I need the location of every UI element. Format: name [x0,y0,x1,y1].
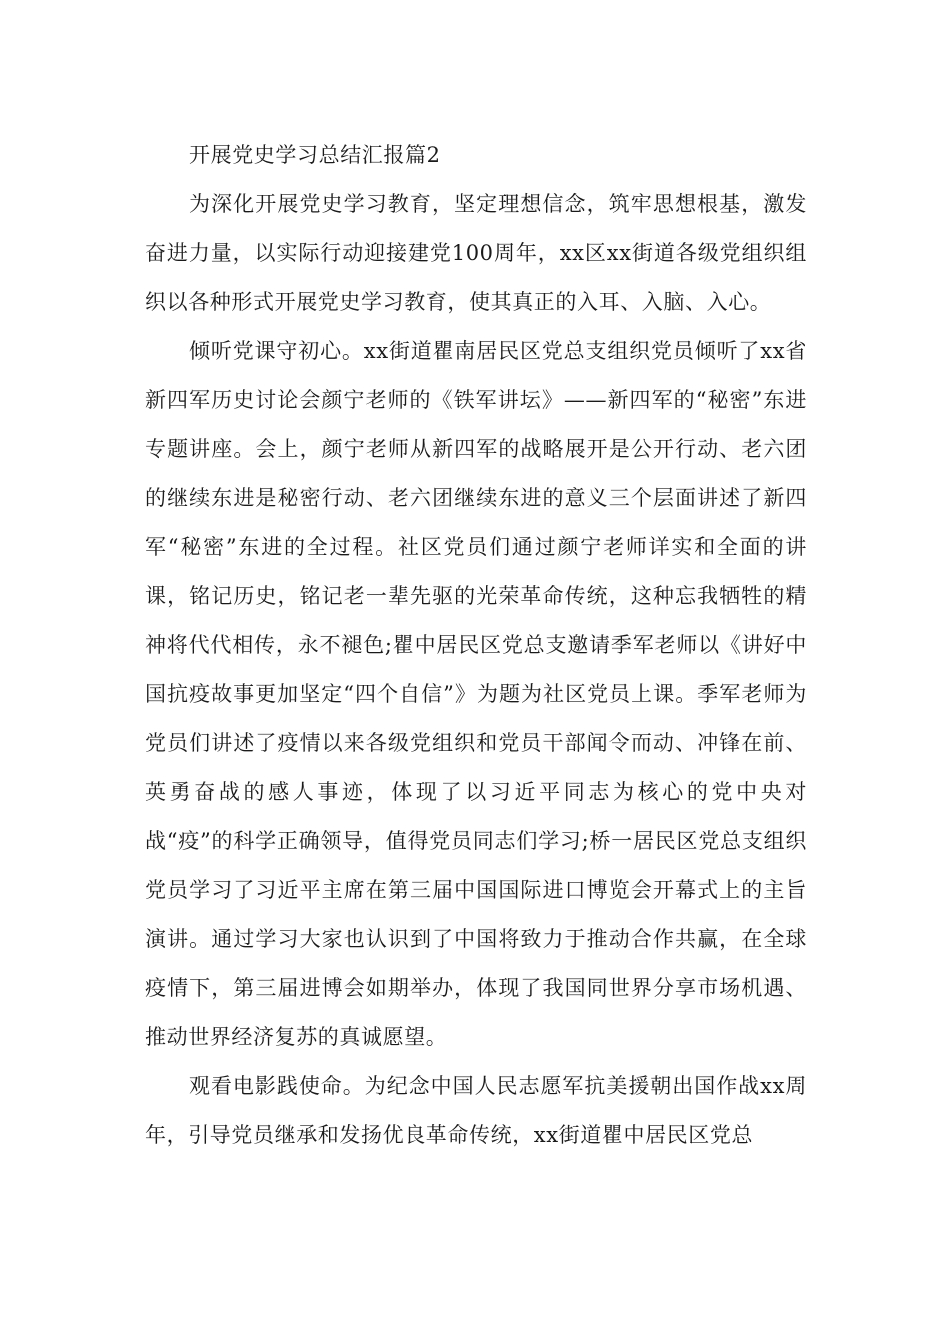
paragraph-intro: 为深化开展党史学习教育，坚定理想信念，筑牢思想根基，激发奋进力量，以实际行动迎接建党100周年，xx区xx街道各级党组织组织以各种形式开展党史学习教育，使其真正的入耳、入脑、入心。 [145,192,807,314]
document-title: 开展党史学习总结汇报篇2 [189,143,441,167]
document-body [145,131,807,1160]
paragraph-movie: 观看电影践使命。为纪念中国人民志愿军抗美援朝出国作战xx周年，引导党员继承和发扬优良革命传统，xx街道瞿中居民区党总 [145,1074,807,1147]
paragraph-party-lecture: 倾听党课守初心。xx街道瞿南居民区党总支组织党员倾听了xx省新四军历史讨论会颜宁老师的《铁军讲坛》——新四军的“秘密”东进专题讲座。会上，颜宁老师从新四军的战略展开是公开行动、老六团的继续东进是秘密行动、老六团继续东进的意义三个层面讲述了新四军“秘密”东进的全过程。社区党员们通过颜宁老师详实和全面的讲课，铭记历史，铭记老一辈先驱的光荣革命传统，这种忘我牺牲的精神将代代相传，永不褪色;瞿中居民区党总支邀请季军老师以《讲好中国抗疫故事更加坚定“四个自信”》为题为社区党员上课。季军老师为党员们讲述了疫情以来各级党组织和党员干部闻令而动、冲锋在前、英勇奋战的感人事迹，体现了以习近平同志为核心的党中央对战“疫”的科学正确领导，值得党员同志们学习;桥一居民区党总支组织党员学习了习近平主席在第三届中国国际进口博览会开幕式上的主旨演讲。通过学习大家也认识到了中国将致力于推动合作共赢，在全球疫情下，第三届进博会如期举办，体现了我国同世界分享市场机遇、推动世界经济复苏的真诚愿望。 [145,339,807,1049]
